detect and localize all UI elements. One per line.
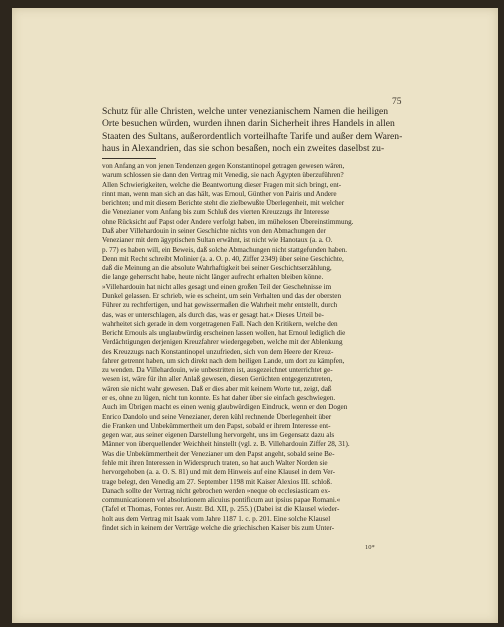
book-page: [12, 8, 498, 623]
footnote-line: wahrheitet sich gerade in dem vorgetragenen Fall. Nach den Kritikern, welche den: [102, 319, 338, 328]
footnote-line: des Kreuzzugs nach Konstantinopel unzufrieden, sich von dem Heere der Kreuz-: [102, 347, 334, 356]
footnote-line: Denn mit Recht schreibt Molinier (a. a. O. p. 40, Ziffer 2349) über seine Geschichte,: [102, 254, 344, 263]
main-line: Orte besuchen würden, wurden ihnen darin Sicherheit ihres Handels in allen: [102, 118, 395, 130]
footnote-line: gegen war, aus seiner eigenen Darstellung hervorgeht, uns im Gegensatz dazu als: [102, 431, 335, 440]
footnote-line: warum schlossen sie dann den Vertrag mit Venedig, sie nach Ägypten überzuführen?: [102, 171, 344, 180]
footnote-line: rinnt man, wenn man sich an das hält, was Ernoul, Günther von Pairis und Andere: [102, 189, 337, 198]
footnote-separator: [102, 158, 156, 159]
footnote-line: zu wenden. Da Villehardouin, wie unbestritten ist, ausgezeichnet unterrichtet ge-: [102, 366, 333, 375]
signature-mark: 10*: [365, 544, 375, 551]
footnote-line: die Franken und Unbekümmertheit um den Papst, sobald er ihrem Interesse ent-: [102, 421, 331, 430]
footnote-line: die Venezianer vom Anfang bis zum Schluß des vierten Kreuzzugs ihr Interesse: [102, 208, 330, 217]
footnote-text: [102, 162, 402, 533]
footnote-line: er es, ohne zu lügen, nicht tun konnte. Es hat daher über sie einfach geschwiegen.: [102, 394, 336, 403]
footnote-line: Verdächtigungen derjenigen Kreuzfahrer wiedergegeben, welche mit der Ablenkung: [102, 338, 343, 347]
main-line: haus in Alexandrien, das sie schon besaßen, noch ein zweites daselbst zu-: [102, 143, 385, 155]
footnote-line: findet sich in keinem der Verträge welche die griechischen Kaiser bis zum Unter-: [102, 523, 335, 532]
footnote-line: Allen Schwierigkeiten, welche die Beantwortung dieser Fragen mit sich bringt, ent-: [102, 180, 342, 189]
footnote-line: ohne Rücksicht auf Papst oder Andere verfolgt haben, im mühelosen Übereinstimmung.: [102, 217, 354, 226]
footnote-line: p. 77) es haben will, ein Beweis, daß solche Abmachungen nicht stattgefunden haben.: [102, 245, 348, 254]
footnote-line: Danach sollte der Vertrag nicht gebrochen werden »neque ob ecclesiasticam ex-: [102, 486, 331, 495]
footnote-line: fehle mit ihren Interessen in Widerspruch traten, so hat auch Walter Norden sie: [102, 459, 328, 467]
footnote-line: Dunkel gelassen. Er schrieb, wie es scheint, um sein Verhalten und das der obersten: [102, 291, 342, 300]
footnote-line: Männer von überquellender Weichheit hinstellt (vgl. z. B. Villehardouin Ziffer 28, 31).: [102, 440, 350, 449]
footnote-line: berichten; und mit diesem Berichte steht die zielbewußte Überlegenheit, mit welcher: [102, 199, 345, 208]
page-number: 75: [392, 97, 402, 107]
main-line: Staaten des Sultans, außerordentlich vorteilhafte Tarife und außer dem Waren-: [102, 130, 403, 142]
footnote-line: Was die Unbekümmertheit der Venezianer um den Papst angeht, sobald seine Be-: [102, 449, 335, 458]
footnote-line: Enrico Dandolo und seine Venezianer, deren kühl rechnende Überlegenheit über: [102, 412, 332, 421]
footnote-line: fahrer getrennt haben, um sich direkt nach dem heiligen Lande, um dort zu kämpfen,: [102, 356, 345, 365]
footnote-line: trage belegt, den Venedig am 27. September 1198 mit Kaiser Alexios III. schloß.: [102, 477, 333, 486]
main-text: [102, 106, 402, 156]
footnote-line: »Villehardouin hat nicht alles gesagt und einen großen Teil der Geschehnisse im: [102, 282, 332, 291]
footnote-line: holt aus dem Vertrag mit Isaak vom Jahre 1187 1. c. p. 201. Eine solche Klausel: [102, 514, 331, 523]
footnote-line: wären sie nicht wahr gewesen. Daß er dies aber mit keinem Worte tut, zeigt, daß: [102, 384, 332, 393]
footnote-line: von Anfang an von jenen Tendenzen gegen Konstantinopel getragen gewesen wären,: [102, 162, 345, 170]
footnote-line: Daß aber Villehardouin in seiner Geschichte nichts von den Abmachungen der: [102, 226, 326, 235]
footnote-line: daß die Meinung an die absolute Wahrhaftigkeit bei seiner Geschichtserzählung,: [102, 264, 332, 273]
footnote-line: Führer zu rechtfertigen, und hat gewissermaßen die Wahrheit mehr entstellt, durch: [102, 301, 338, 310]
footnote-line: Venezianer mit dem ägyptischen Sultan erwähnt, ist nicht wie Hanotaux (a. a. O.: [102, 236, 333, 245]
footnote-line: die lange geherrscht habe, heute nicht länger aufrecht erhalten bleiben könne.: [102, 273, 324, 282]
footnote-line: das, was er unterschlagen, als durch das, was er gesagt hat.« Dieses Urteil be-: [102, 310, 324, 319]
footnote-line: hervorgehoben (a. a. O. S. 81) und mit dem Hinweis auf eine Klausel in dem Ver-: [102, 468, 335, 477]
footnote-line: (Tafel et Thomas, Fontes rer. Austr. Bd. XII, p. 255.) (Dabei ist die Klausel wieder-: [102, 505, 340, 514]
main-line: Schutz für alle Christen, welche unter venezianischem Namen die heiligen: [102, 106, 389, 117]
footnote-line: Bericht Ernouls als unglaubwürdig erscheinen lassen wollen, hat Ernoul lediglich die: [102, 329, 346, 338]
footnote-line: communicationem vel absolutionem alicuius pontificum aut ipsius papae Romani.«: [102, 496, 341, 505]
footnote-line: wesen ist, wäre für ihn aller Anlaß gewesen, diesen Gerüchten entgegenzutreten,: [102, 375, 333, 384]
footnote-line: Auch im Übrigen macht es einen wenig glaubwürdigen Eindruck, wenn er den Dogen: [102, 403, 348, 412]
